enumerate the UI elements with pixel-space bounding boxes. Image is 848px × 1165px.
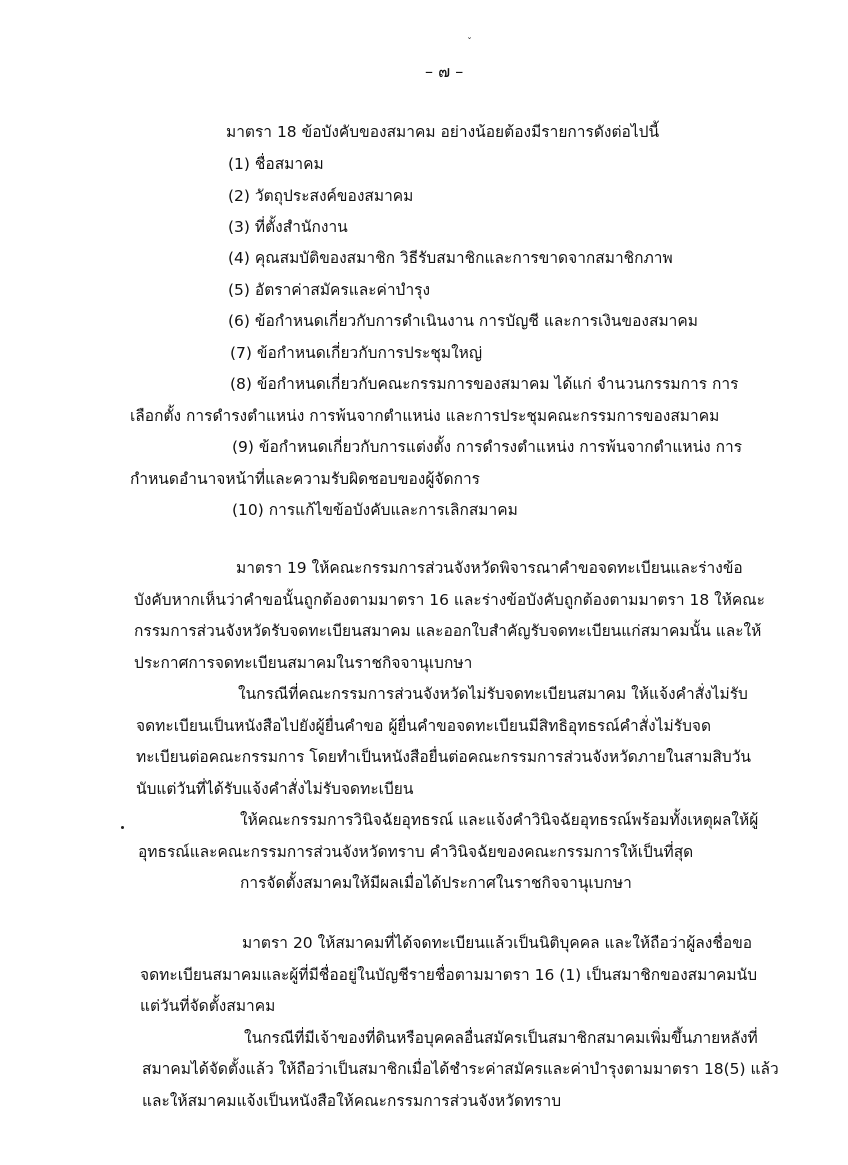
section-18-item-8: (8) ข้อกำหนดเกี่ยวกับคณะกรรมการของสมาคม ได้แก่ จำนวนกรรมการ การ bbox=[230, 375, 739, 393]
section-19-line-5: ในกรณีที่คณะกรรมการส่วนจังหวัดไม่รับจดทะเบียนสมาคม ให้แจ้งคำสั่งไม่รับ bbox=[238, 685, 748, 703]
page-number: – ๗ – bbox=[425, 62, 464, 81]
section-19-line-9: ให้คณะกรรมการวินิจฉัยอุทธรณ์ และแจ้งคำวินิจฉัยอุทธรณ์พร้อมทั้งเหตุผลให้ผู้ bbox=[240, 811, 759, 829]
section-18-item-9-cont: กำหนดอำนาจหน้าที่และความรับผิดชอบของผู้จัดการ bbox=[130, 470, 480, 488]
section-18-item-6: (6) ข้อกำหนดเกี่ยวกับการดำเนินงาน การบัญชี และการเงินของสมาคม bbox=[228, 312, 698, 330]
section-19-line-1: มาตรา 19 ให้คณะกรรมการส่วนจังหวัดพิจารณาคำขอจดทะเบียนและร่างข้อ bbox=[236, 559, 743, 577]
section-19-line-3: กรรมการส่วนจังหวัดรับจดทะเบียนสมาคม และออกใบสำคัญรับจดทะเบียนแก่สมาคมนั้น และให้ bbox=[134, 622, 762, 640]
section-18-heading: มาตรา 18 ข้อบังคับของสมาคม อย่างน้อยต้องมีรายการดังต่อไปนี้ bbox=[226, 123, 660, 141]
section-18-item-9: (9) ข้อกำหนดเกี่ยวกับการแต่งตั้ง การดำรงตำแหน่ง การพ้นจากตำแหน่ง การ bbox=[232, 438, 743, 456]
section-20-line-3: แต่วันที่จัดตั้งสมาคม bbox=[140, 997, 276, 1015]
section-19-line-4: ประกาศการจดทะเบียนสมาคมในราชกิจจานุเบกษา bbox=[134, 654, 473, 672]
section-19-line-8: นับแต่วันที่ได้รับแจ้งคำสั่งไม่รับจดทะเบียน bbox=[136, 780, 414, 798]
scan-speck bbox=[121, 826, 124, 829]
section-18-item-7: (7) ข้อกำหนดเกี่ยวกับการประชุมใหญ่ bbox=[230, 344, 483, 362]
section-19-line-7: ทะเบียนต่อคณะกรรมการ โดยทำเป็นหนังสือยื่นต่อคณะกรรมการส่วนจังหวัดภายในสามสิบวัน bbox=[136, 748, 752, 766]
section-18-item-5: (5) อัตราค่าสมัครและค่าบำรุง bbox=[228, 281, 431, 299]
scan-mark: ˇ bbox=[467, 37, 472, 48]
section-20-line-4: ในกรณีที่มีเจ้าของที่ดินหรือบุคคลอื่นสมัครเป็นสมาชิกสมาคมเพิ่มขึ้นภายหลังที่ bbox=[244, 1029, 758, 1047]
section-18-item-1: (1) ชื่อสมาคม bbox=[228, 155, 324, 173]
section-19-line-6: จดทะเบียนเป็นหนังสือไปยังผู้ยื่นคำขอ ผู้ยื่นคำขอจดทะเบียนมีสิทธิอุทธรณ์คำสั่งไม่รับจด bbox=[136, 717, 712, 735]
section-18-item-4: (4) คุณสมบัติของสมาชิก วิธีรับสมาชิกและการขาดจากสมาชิกภาพ bbox=[228, 249, 673, 267]
section-19-line-2: บังคับหากเห็นว่าคำขอนั้นถูกต้องตามมาตรา 16 และร่างข้อบังคับถูกต้องตามมาตรา 18 ให้คณะ bbox=[134, 591, 765, 609]
section-18-item-3: (3) ที่ตั้งสำนักงาน bbox=[228, 218, 348, 236]
section-20-line-5: สมาคมได้จัดตั้งแล้ว ให้ถือว่าเป็นสมาชิกเมื่อได้ชำระค่าสมัครและค่าบำรุงตามมาตรา 18(5) แล้ว bbox=[142, 1060, 779, 1078]
section-18-item-2: (2) วัตถุประสงค์ของสมาคม bbox=[228, 187, 414, 205]
section-18-item-10: (10) การแก้ไขข้อบังคับและการเลิกสมาคม bbox=[232, 501, 518, 519]
section-19-line-10: อุทธรณ์และคณะกรรมการส่วนจังหวัดทราบ คำวินิจฉัยของคณะกรรมการให้เป็นที่สุด bbox=[138, 843, 694, 861]
section-20-line-2: จดทะเบียนสมาคมและผู้ที่มีชื่ออยู่ในบัญชีรายชื่อตามมาตรา 16 (1) เป็นสมาชิกของสมาคมนับ bbox=[140, 966, 758, 984]
section-18-item-8-cont: เลือกตั้ง การดำรงตำแหน่ง การพ้นจากตำแหน่ง และการประชุมคณะกรรมการของสมาคม bbox=[130, 407, 720, 425]
section-20-line-1: มาตรา 20 ให้สมาคมที่ได้จดทะเบียนแล้วเป็นนิติบุคคล และให้ถือว่าผู้ลงชื่อขอ bbox=[242, 934, 753, 952]
section-20-line-6: และให้สมาคมแจ้งเป็นหนังสือให้คณะกรรมการส่วนจังหวัดทราบ bbox=[142, 1092, 562, 1110]
section-19-line-11: การจัดตั้งสมาคมให้มีผลเมื่อได้ประกาศในราชกิจจานุเบกษา bbox=[240, 874, 632, 892]
